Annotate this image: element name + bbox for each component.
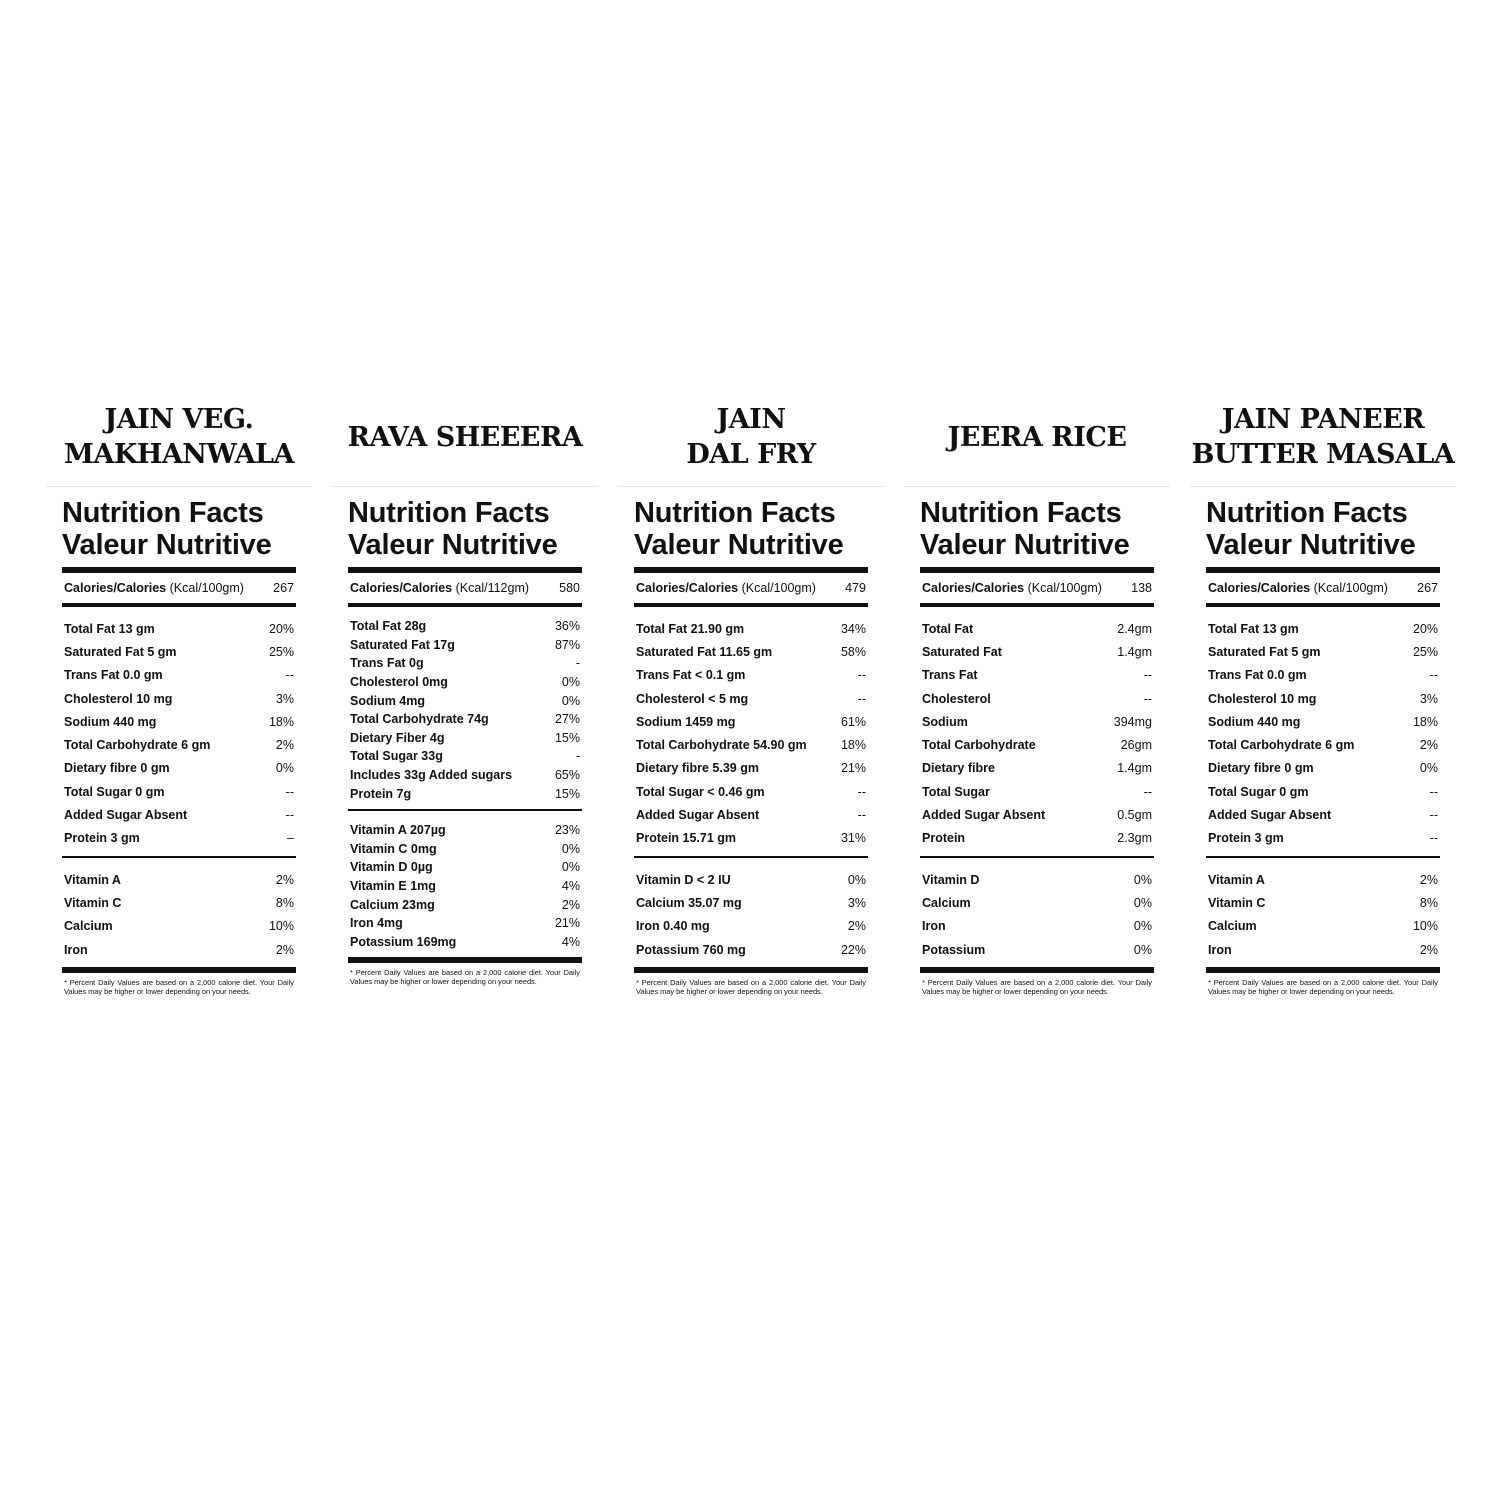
nutrient-row <box>1206 780 1440 803</box>
vitamin-name: Vitamin C <box>64 895 122 910</box>
vitamin-name: Potassium 169mg <box>350 934 457 949</box>
nutrient-value: -- <box>857 808 866 823</box>
nutrient-name: Dietary fibre <box>922 761 995 776</box>
vitamin-row <box>62 891 296 914</box>
nutrient-row <box>1206 617 1440 640</box>
heading-line-1: Nutrition Facts <box>634 497 836 529</box>
nutrient-row <box>1206 687 1440 710</box>
nutrient-value: 58% <box>840 644 866 659</box>
calories-value: 479 <box>845 581 866 595</box>
nutrient-value: 34% <box>840 621 866 636</box>
vitamin-value: 0% <box>561 860 580 875</box>
vitamin-row <box>348 877 582 896</box>
nutrient-name: Sodium 440 mg <box>64 714 157 729</box>
calories-value: 138 <box>1131 581 1152 595</box>
nutrient-value: 25% <box>268 644 294 659</box>
heading-line-2: Valeur Nutritive <box>920 529 1130 561</box>
nutrition-panel <box>904 400 1170 996</box>
nutrient-row <box>920 710 1154 733</box>
nutrient-value: -- <box>857 668 866 683</box>
vitamin-row <box>920 915 1154 938</box>
nutrient-name: Dietary fibre 5.39 gm <box>636 761 759 776</box>
vitamin-value: 4% <box>561 879 580 894</box>
nutrient-row <box>348 729 582 748</box>
vitamin-value: 0% <box>561 841 580 856</box>
nutrient-value: 3% <box>1419 691 1438 706</box>
vitamin-name: Vitamin A <box>64 872 121 887</box>
nutrient-value: 25% <box>1412 644 1438 659</box>
vitamin-row <box>1206 891 1440 914</box>
nutrient-row <box>634 664 868 687</box>
nutrient-name: Sodium 1459 mg <box>636 714 736 729</box>
vitamin-row <box>348 840 582 859</box>
calories-label <box>1208 581 1388 595</box>
nutrient-value: - <box>575 656 580 671</box>
nutrient-value: 2.3gm <box>1117 831 1152 846</box>
nutrient-row <box>1206 710 1440 733</box>
nutrient-name: Added Sugar Absent <box>636 808 760 823</box>
nutrient-value: 0% <box>561 693 580 708</box>
nutrient-list <box>62 607 296 856</box>
nutrient-value: 0.5gm <box>1117 808 1152 823</box>
footnote: * Percent Daily Values are based on a 2,000 calorie diet. Your Daily Values may be higher or lower depending on your needs. <box>64 978 294 996</box>
nutrient-value: 0% <box>561 675 580 690</box>
nutrient-row <box>920 664 1154 687</box>
nutrient-row <box>62 664 296 687</box>
nutrition-label <box>1190 497 1456 996</box>
product-title: JAIN DAL FRY <box>686 404 816 470</box>
nutrient-value: 26gm <box>1120 738 1152 753</box>
nutrient-row <box>1206 664 1440 687</box>
vitamin-value: 10% <box>268 919 294 934</box>
nutrient-name: Total Sugar < 0.46 gm <box>636 784 765 799</box>
nutrient-row <box>348 784 582 803</box>
nutrient-value: 0% <box>275 761 294 776</box>
calories-row <box>62 573 296 603</box>
nutrient-name: Trans Fat 0g <box>350 656 424 671</box>
vitamin-name: Potassium <box>922 942 986 957</box>
vitamin-value: 0% <box>847 872 866 887</box>
vitamin-value: 0% <box>1133 895 1152 910</box>
product-title: JAIN PANEER BUTTER MASALA <box>1191 404 1455 470</box>
nutrient-row <box>62 687 296 710</box>
nutrient-value: 21% <box>840 761 866 776</box>
nutrient-value: -- <box>1429 784 1438 799</box>
nutrition-label <box>332 497 598 986</box>
title-divider <box>1190 486 1456 487</box>
nutrient-name: Cholesterol < 5 mg <box>636 691 749 706</box>
calories-value: 580 <box>559 581 580 595</box>
nutrient-row <box>62 640 296 663</box>
vitamin-name: Calcium <box>1208 919 1257 934</box>
nutrient-name: Dietary fibre 0 gm <box>64 761 170 776</box>
nutrient-row <box>1206 827 1440 850</box>
nutrient-name: Cholesterol 10 mg <box>1208 691 1317 706</box>
calories-value: 267 <box>1417 581 1438 595</box>
vitamin-row <box>62 938 296 961</box>
nutrient-name: Total Sugar 33g <box>350 749 443 764</box>
nutrient-value: 87% <box>554 637 580 652</box>
nutrient-row <box>1206 640 1440 663</box>
nutrient-value: -- <box>285 784 294 799</box>
nutrient-name: Trans Fat <box>922 668 978 683</box>
calories-unit: (Kcal/100gm) <box>169 581 244 595</box>
vitamin-row <box>348 821 582 840</box>
nutrient-row <box>1206 803 1440 826</box>
nutrient-name: Total Fat <box>922 621 974 636</box>
product-title: JEERA RICE <box>947 421 1127 453</box>
vitamin-value: 8% <box>275 895 294 910</box>
nutrient-name: Total Fat 21.90 gm <box>636 621 745 636</box>
footnote: * Percent Daily Values are based on a 2,000 calorie diet. Your Daily Values may be higher or lower depending on your needs. <box>922 978 1152 996</box>
vitamin-value: 23% <box>554 823 580 838</box>
vitamin-row <box>634 891 868 914</box>
nutrient-value: -- <box>857 691 866 706</box>
calories-name: Calories/Calories <box>1208 581 1311 595</box>
vitamin-row <box>634 868 868 891</box>
vitamin-row <box>348 933 582 952</box>
calories-row <box>1206 573 1440 603</box>
nutrient-name: Total Carbohydrate <box>922 738 1036 753</box>
footer-rule <box>920 967 1154 973</box>
calories-name: Calories/Calories <box>64 581 167 595</box>
vitamin-name: Vitamin A 207µg <box>350 823 446 838</box>
nutrient-name: Saturated Fat <box>922 644 1002 659</box>
nutrient-name: Total Carbohydrate 54.90 gm <box>636 738 807 753</box>
heading-line-1: Nutrition Facts <box>920 497 1122 529</box>
nutrient-value: 1.4gm <box>1117 644 1152 659</box>
vitamin-value: 3% <box>847 895 866 910</box>
nutrient-name: Sodium <box>922 714 968 729</box>
product-title: JAIN VEG. MAKHANWALA <box>64 404 294 470</box>
title-divider <box>46 486 312 487</box>
nutrition-panel <box>332 400 598 986</box>
vitamin-value: 8% <box>1419 895 1438 910</box>
title-divider <box>618 486 884 487</box>
nutrient-row <box>348 617 582 636</box>
vitamin-name: Calcium <box>64 919 113 934</box>
nutrient-name: Protein 3 gm <box>1208 831 1284 846</box>
nutrient-name: Saturated Fat 17g <box>350 637 455 652</box>
nutrient-row <box>920 733 1154 756</box>
nutrient-name: Trans Fat < 0.1 gm <box>636 668 746 683</box>
vitamin-name: Iron <box>64 942 88 957</box>
nutrient-row <box>634 640 868 663</box>
nutrient-row <box>634 617 868 640</box>
vitamin-row <box>62 868 296 891</box>
vitamin-row <box>348 895 582 914</box>
nutrient-value: 20% <box>1412 621 1438 636</box>
footer-rule <box>634 967 868 973</box>
vitamin-name: Vitamin D 0µg <box>350 860 433 875</box>
nutrient-value: 18% <box>840 738 866 753</box>
nutrient-value: 31% <box>840 831 866 846</box>
nutrient-value: – <box>287 831 294 846</box>
nutrient-row <box>920 803 1154 826</box>
nutrient-name: Protein 15.71 gm <box>636 831 737 846</box>
nutrient-row <box>1206 733 1440 756</box>
nutrient-row <box>634 687 868 710</box>
calories-label <box>350 581 529 595</box>
nutrient-value: 2% <box>275 738 294 753</box>
vitamin-name: Calcium 23mg <box>350 897 435 912</box>
nutrient-row <box>348 654 582 673</box>
nutrient-row <box>634 827 868 850</box>
calories-label <box>922 581 1102 595</box>
nutrient-value: 15% <box>554 786 580 801</box>
label-heading <box>62 497 296 561</box>
footnote: * Percent Daily Values are based on a 2,000 calorie diet. Your Daily Values may be higher or lower depending on your needs. <box>350 968 580 986</box>
nutrient-name: Total Sugar 0 gm <box>1208 784 1309 799</box>
nutrient-name: Cholesterol 10 mg <box>64 691 173 706</box>
nutrient-name: Cholesterol <box>922 691 991 706</box>
nutrient-value: -- <box>1143 668 1152 683</box>
nutrient-row <box>62 757 296 780</box>
calories-name: Calories/Calories <box>350 581 453 595</box>
nutrient-row <box>348 710 582 729</box>
nutrient-name: Protein 3 gm <box>64 831 140 846</box>
footer-rule <box>62 967 296 973</box>
nutrient-value: 1.4gm <box>1117 761 1152 776</box>
nutrient-name: Saturated Fat 11.65 gm <box>636 644 773 659</box>
nutrient-name: Added Sugar Absent <box>922 808 1046 823</box>
nutrient-value: -- <box>285 668 294 683</box>
nutrient-value: 27% <box>554 712 580 727</box>
nutrient-row <box>62 803 296 826</box>
heading-line-2: Valeur Nutritive <box>1206 529 1416 561</box>
vitamin-name: Calcium <box>922 895 971 910</box>
nutrient-value: 20% <box>268 621 294 636</box>
nutrient-row <box>348 766 582 785</box>
nutrient-row <box>62 617 296 640</box>
nutrition-panel <box>1190 400 1456 996</box>
vitamin-name: Iron 0.40 mg <box>636 919 710 934</box>
nutrient-row <box>62 710 296 733</box>
nutrient-value: 2% <box>1419 738 1438 753</box>
nutrition-label <box>904 497 1170 996</box>
nutrient-name: Protein <box>922 831 966 846</box>
nutrient-row <box>634 733 868 756</box>
nutrition-label <box>618 497 884 996</box>
calories-label <box>64 581 244 595</box>
product-title: RAVA SHEEERA <box>347 421 583 453</box>
nutrient-list <box>348 607 582 809</box>
vitamin-row <box>62 915 296 938</box>
nutrient-list <box>1206 607 1440 856</box>
nutrient-name: Protein 7g <box>350 786 412 801</box>
nutrient-value: -- <box>1429 831 1438 846</box>
vitamin-name: Vitamin A <box>1208 872 1265 887</box>
vitamin-value: 2% <box>275 942 294 957</box>
nutrient-name: Total Fat 13 gm <box>64 621 155 636</box>
nutrient-row <box>920 757 1154 780</box>
vitamin-name: Iron <box>1208 942 1232 957</box>
nutrient-row <box>920 640 1154 663</box>
nutrient-row <box>634 780 868 803</box>
calories-row <box>634 573 868 603</box>
heading-line-1: Nutrition Facts <box>1206 497 1408 529</box>
nutrient-name: Total Carbohydrate 6 gm <box>64 738 211 753</box>
nutrient-name: Includes 33g Added sugars <box>350 768 513 783</box>
nutrient-row <box>634 757 868 780</box>
nutrient-row <box>920 780 1154 803</box>
calories-value: 267 <box>273 581 294 595</box>
footer-rule <box>1206 967 1440 973</box>
vitamin-row <box>634 915 868 938</box>
nutrient-name: Added Sugar Absent <box>64 808 188 823</box>
nutrient-name: Total Sugar 0 gm <box>64 784 165 799</box>
vitamin-value: 0% <box>1133 919 1152 934</box>
nutrient-row <box>348 747 582 766</box>
vitamin-value: 0% <box>1133 942 1152 957</box>
footnote: * Percent Daily Values are based on a 2,000 calorie diet. Your Daily Values may be higher or lower depending on your needs. <box>636 978 866 996</box>
nutrient-row <box>348 636 582 655</box>
vitamin-row <box>1206 938 1440 961</box>
nutrient-value: 36% <box>554 619 580 634</box>
calories-row <box>348 573 582 603</box>
nutrient-name: Total Carbohydrate 74g <box>350 712 489 727</box>
nutrient-row <box>62 780 296 803</box>
vitamin-name: Iron <box>922 919 946 934</box>
nutrient-name: Trans Fat 0.0 gm <box>64 668 163 683</box>
nutrient-row <box>634 710 868 733</box>
nutrient-row <box>62 733 296 756</box>
nutrient-value: - <box>575 749 580 764</box>
nutrient-value: 61% <box>840 714 866 729</box>
nutrient-row <box>920 687 1154 710</box>
nutrient-list <box>920 607 1154 856</box>
vitamin-list <box>920 858 1154 967</box>
footer-rule <box>348 957 582 963</box>
nutrient-value: -- <box>1143 784 1152 799</box>
nutrient-row <box>920 617 1154 640</box>
vitamin-name: Vitamin C <box>1208 895 1266 910</box>
vitamin-value: 22% <box>840 942 866 957</box>
nutrient-value: 2.4gm <box>1117 621 1152 636</box>
vitamin-list <box>634 858 868 967</box>
nutrition-panel <box>618 400 884 996</box>
vitamin-row <box>920 868 1154 891</box>
nutrient-value: 18% <box>1412 714 1438 729</box>
calories-unit: (Kcal/100gm) <box>741 581 816 595</box>
vitamin-row <box>920 938 1154 961</box>
calories-label <box>636 581 816 595</box>
nutrient-value: 65% <box>554 768 580 783</box>
calories-row <box>920 573 1154 603</box>
vitamin-name: Vitamin C 0mg <box>350 841 437 856</box>
nutrient-row <box>920 827 1154 850</box>
nutrient-value: -- <box>285 808 294 823</box>
nutrient-value: -- <box>1143 691 1152 706</box>
nutrient-name: Saturated Fat 5 gm <box>1208 644 1321 659</box>
calories-unit: (Kcal/100gm) <box>1313 581 1388 595</box>
vitamin-value: 2% <box>1419 942 1438 957</box>
vitamin-name: Iron 4mg <box>350 916 403 931</box>
vitamin-value: 21% <box>554 916 580 931</box>
vitamin-list <box>1206 858 1440 967</box>
heading-line-1: Nutrition Facts <box>348 497 550 529</box>
vitamin-value: 2% <box>561 897 580 912</box>
vitamin-name: Vitamin E 1mg <box>350 879 436 894</box>
nutrient-row <box>348 691 582 710</box>
vitamin-name: Calcium 35.07 mg <box>636 895 742 910</box>
vitamin-value: 2% <box>275 872 294 887</box>
heading-line-2: Valeur Nutritive <box>62 529 272 561</box>
vitamin-row <box>348 914 582 933</box>
nutrient-value: -- <box>1429 668 1438 683</box>
nutrient-name: Cholesterol 0mg <box>350 675 448 690</box>
nutrient-name: Trans Fat 0.0 gm <box>1208 668 1307 683</box>
label-heading <box>1206 497 1440 561</box>
vitamin-value: 2% <box>847 919 866 934</box>
vitamin-row <box>1206 868 1440 891</box>
nutrient-name: Sodium 440 mg <box>1208 714 1301 729</box>
vitamin-name: Vitamin D < 2 IU <box>636 872 731 887</box>
nutrient-value: -- <box>1429 808 1438 823</box>
vitamin-list <box>62 858 296 967</box>
heading-line-2: Valeur Nutritive <box>634 529 844 561</box>
nutrient-row <box>1206 757 1440 780</box>
nutrient-name: Total Fat 28g <box>350 619 427 634</box>
vitamin-row <box>1206 915 1440 938</box>
nutrient-name: Total Carbohydrate 6 gm <box>1208 738 1355 753</box>
vitamin-list <box>348 811 582 957</box>
vitamin-row <box>348 858 582 877</box>
nutrient-row <box>634 803 868 826</box>
vitamin-row <box>634 938 868 961</box>
vitamin-name: Vitamin D <box>922 872 980 887</box>
calories-unit: (Kcal/112gm) <box>455 581 530 595</box>
nutrient-value: 15% <box>554 730 580 745</box>
calories-unit: (Kcal/100gm) <box>1027 581 1102 595</box>
label-heading <box>634 497 868 561</box>
footnote: * Percent Daily Values are based on a 2,000 calorie diet. Your Daily Values may be higher or lower depending on your needs. <box>1208 978 1438 996</box>
calories-name: Calories/Calories <box>636 581 739 595</box>
vitamin-name: Potassium 760 mg <box>636 942 746 957</box>
nutrient-value: 18% <box>268 714 294 729</box>
nutrient-value: 3% <box>275 691 294 706</box>
vitamin-value: 4% <box>561 934 580 949</box>
nutrient-name: Total Sugar <box>922 784 990 799</box>
nutrient-value: 0% <box>1419 761 1438 776</box>
nutrient-value: 394mg <box>1113 714 1152 729</box>
nutrient-row <box>62 827 296 850</box>
vitamin-value: 10% <box>1412 919 1438 934</box>
calories-name: Calories/Calories <box>922 581 1025 595</box>
nutrient-name: Added Sugar Absent <box>1208 808 1332 823</box>
nutrient-row <box>348 673 582 692</box>
nutrient-list <box>634 607 868 856</box>
label-heading <box>920 497 1154 561</box>
title-divider <box>332 486 598 487</box>
vitamin-value: 2% <box>1419 872 1438 887</box>
title-divider <box>904 486 1170 487</box>
nutrient-name: Dietary Fiber 4g <box>350 730 445 745</box>
nutrient-name: Sodium 4mg <box>350 693 426 708</box>
label-heading <box>348 497 582 561</box>
nutrition-label <box>46 497 312 996</box>
heading-line-1: Nutrition Facts <box>62 497 264 529</box>
nutrient-value: -- <box>857 784 866 799</box>
nutrition-panel <box>46 400 312 996</box>
nutrient-name: Total Fat 13 gm <box>1208 621 1299 636</box>
heading-line-2: Valeur Nutritive <box>348 529 558 561</box>
vitamin-row <box>920 891 1154 914</box>
vitamin-value: 0% <box>1133 872 1152 887</box>
nutrient-name: Dietary fibre 0 gm <box>1208 761 1314 776</box>
nutrient-name: Saturated Fat 5 gm <box>64 644 177 659</box>
